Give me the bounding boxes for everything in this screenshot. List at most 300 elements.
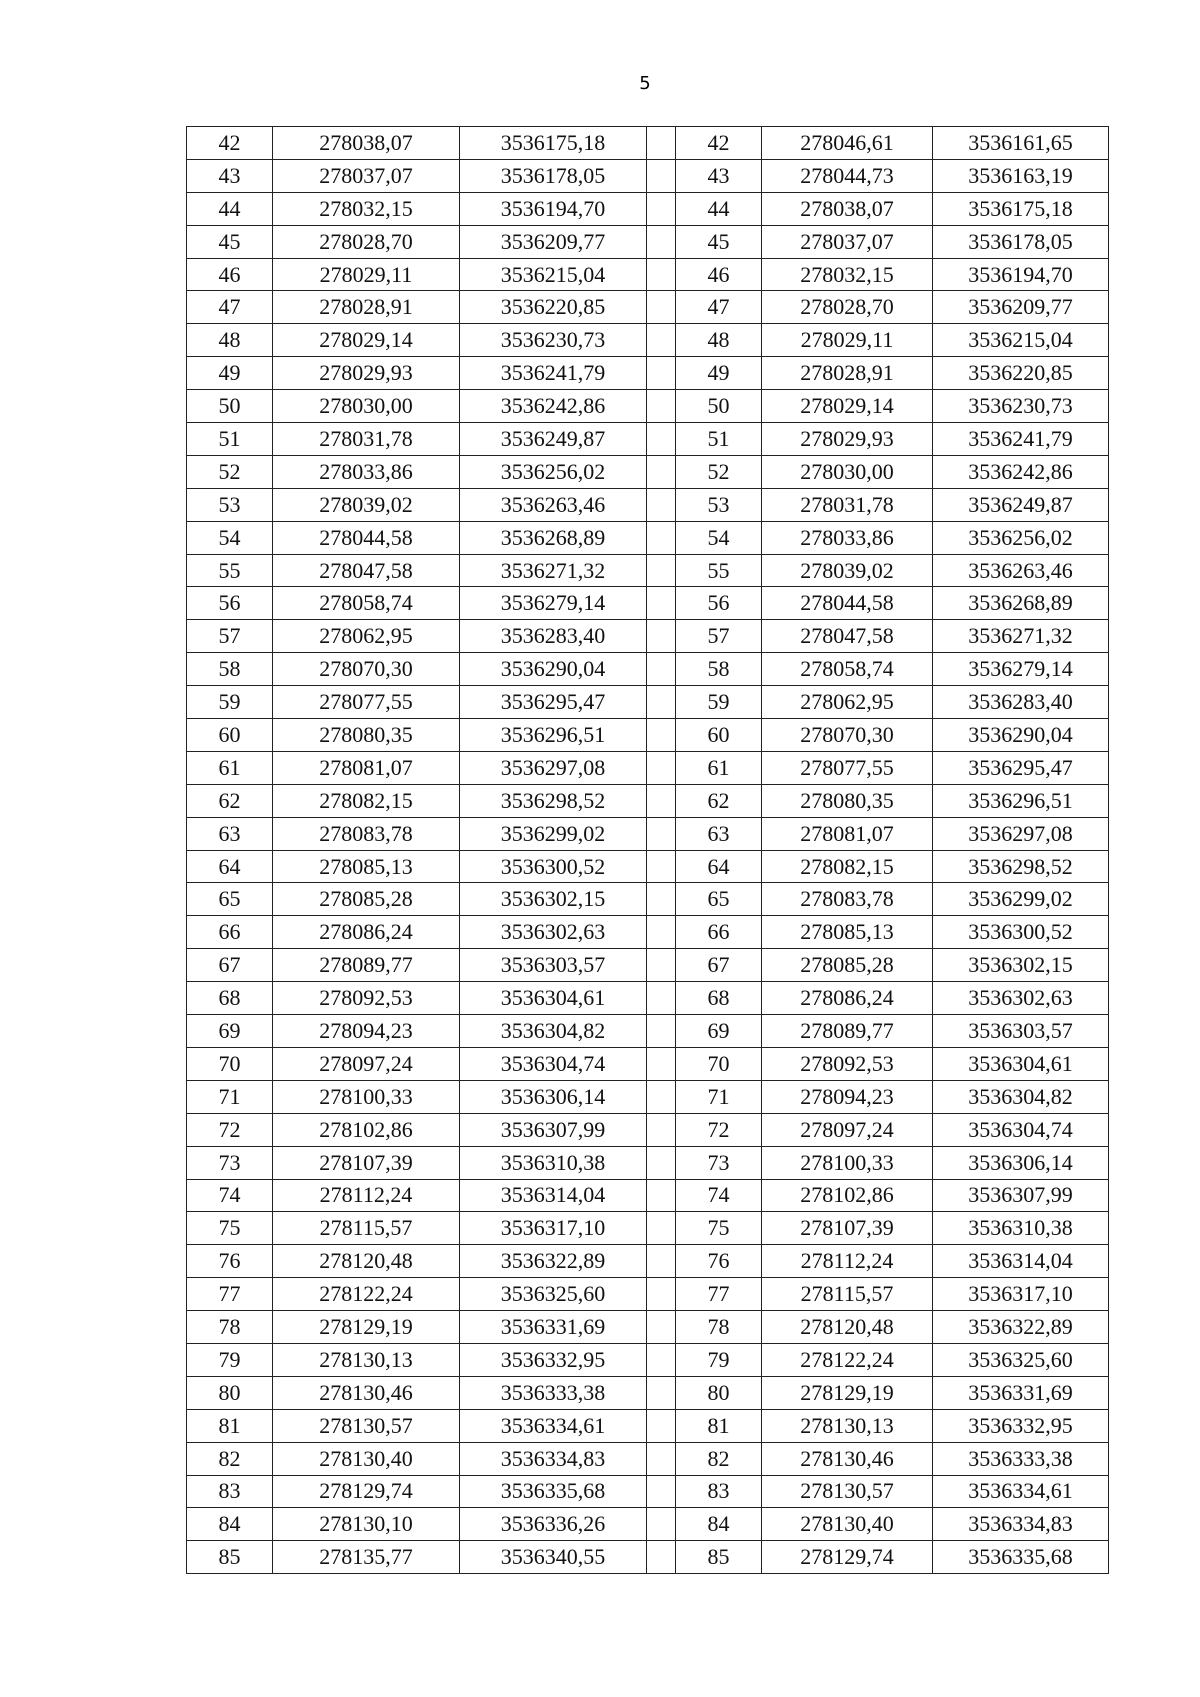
separator-cell (647, 949, 676, 982)
left-point-number-cell: 46 (187, 258, 273, 291)
left-point-number-cell: 68 (187, 982, 273, 1015)
left-x-coordinate-cell: 278085,13 (273, 850, 460, 883)
right-y-coordinate-cell: 3536241,79 (933, 423, 1109, 456)
right-y-coordinate-cell: 3536304,82 (933, 1080, 1109, 1113)
left-x-coordinate-cell: 278115,57 (273, 1212, 460, 1245)
left-point-number-cell: 49 (187, 357, 273, 390)
separator-cell (647, 1278, 676, 1311)
separator-cell (647, 916, 676, 949)
left-point-number-cell: 53 (187, 488, 273, 521)
left-y-coordinate-cell: 3536304,74 (460, 1047, 647, 1080)
table-row (187, 455, 1109, 488)
left-x-coordinate-cell: 278092,53 (273, 982, 460, 1015)
right-point-number-cell: 57 (676, 620, 762, 653)
left-point-number-cell: 82 (187, 1442, 273, 1475)
right-x-coordinate-cell: 278083,78 (762, 883, 933, 916)
right-x-coordinate-cell: 278080,35 (762, 784, 933, 817)
left-x-coordinate-cell: 278130,46 (273, 1376, 460, 1409)
left-y-coordinate-cell: 3536334,61 (460, 1409, 647, 1442)
left-point-number-cell: 61 (187, 751, 273, 784)
right-point-number-cell: 60 (676, 719, 762, 752)
right-point-number-cell: 50 (676, 390, 762, 423)
left-point-number-cell: 66 (187, 916, 273, 949)
left-point-number-cell: 47 (187, 291, 273, 324)
left-y-coordinate-cell: 3536263,46 (460, 488, 647, 521)
coordinates-table (186, 126, 1109, 1574)
right-y-coordinate-cell: 3536310,38 (933, 1212, 1109, 1245)
right-y-coordinate-cell: 3536279,14 (933, 653, 1109, 686)
table-row (187, 1146, 1109, 1179)
separator-cell (647, 554, 676, 587)
left-x-coordinate-cell: 278029,14 (273, 324, 460, 357)
left-y-coordinate-cell: 3536304,82 (460, 1015, 647, 1048)
separator-cell (647, 1311, 676, 1344)
right-point-number-cell: 45 (676, 225, 762, 258)
left-x-coordinate-cell: 278058,74 (273, 587, 460, 620)
left-point-number-cell: 78 (187, 1311, 273, 1344)
left-point-number-cell: 79 (187, 1343, 273, 1376)
left-x-coordinate-cell: 278038,07 (273, 127, 460, 160)
right-y-coordinate-cell: 3536271,32 (933, 620, 1109, 653)
right-x-coordinate-cell: 278120,48 (762, 1311, 933, 1344)
left-y-coordinate-cell: 3536333,38 (460, 1376, 647, 1409)
left-y-coordinate-cell: 3536325,60 (460, 1278, 647, 1311)
left-point-number-cell: 62 (187, 784, 273, 817)
table-row (187, 192, 1109, 225)
left-point-number-cell: 57 (187, 620, 273, 653)
right-x-coordinate-cell: 278097,24 (762, 1113, 933, 1146)
left-x-coordinate-cell: 278028,70 (273, 225, 460, 258)
left-y-coordinate-cell: 3536268,89 (460, 521, 647, 554)
left-x-coordinate-cell: 278130,57 (273, 1409, 460, 1442)
right-x-coordinate-cell: 278086,24 (762, 982, 933, 1015)
right-y-coordinate-cell: 3536334,83 (933, 1508, 1109, 1541)
table-row (187, 817, 1109, 850)
left-point-number-cell: 75 (187, 1212, 273, 1245)
left-x-coordinate-cell: 278107,39 (273, 1146, 460, 1179)
left-x-coordinate-cell: 278028,91 (273, 291, 460, 324)
left-x-coordinate-cell: 278044,58 (273, 521, 460, 554)
right-point-number-cell: 43 (676, 159, 762, 192)
left-y-coordinate-cell: 3536295,47 (460, 686, 647, 719)
left-y-coordinate-cell: 3536215,04 (460, 258, 647, 291)
right-point-number-cell: 56 (676, 587, 762, 620)
right-y-coordinate-cell: 3536331,69 (933, 1376, 1109, 1409)
left-point-number-cell: 60 (187, 719, 273, 752)
right-y-coordinate-cell: 3536303,57 (933, 1015, 1109, 1048)
left-y-coordinate-cell: 3536340,55 (460, 1541, 647, 1574)
left-x-coordinate-cell: 278083,78 (273, 817, 460, 850)
table-row (187, 488, 1109, 521)
left-x-coordinate-cell: 278112,24 (273, 1179, 460, 1212)
left-point-number-cell: 81 (187, 1409, 273, 1442)
right-point-number-cell: 82 (676, 1442, 762, 1475)
right-x-coordinate-cell: 278031,78 (762, 488, 933, 521)
separator-cell (647, 1212, 676, 1245)
left-y-coordinate-cell: 3536241,79 (460, 357, 647, 390)
table-row (187, 1179, 1109, 1212)
right-point-number-cell: 66 (676, 916, 762, 949)
right-x-coordinate-cell: 278029,14 (762, 390, 933, 423)
right-x-coordinate-cell: 278028,91 (762, 357, 933, 390)
left-y-coordinate-cell: 3536209,77 (460, 225, 647, 258)
table-row (187, 620, 1109, 653)
right-x-coordinate-cell: 278044,58 (762, 587, 933, 620)
separator-cell (647, 1475, 676, 1508)
right-y-coordinate-cell: 3536249,87 (933, 488, 1109, 521)
separator-cell (647, 1113, 676, 1146)
left-x-coordinate-cell: 278029,93 (273, 357, 460, 390)
left-y-coordinate-cell: 3536336,26 (460, 1508, 647, 1541)
left-y-coordinate-cell: 3536279,14 (460, 587, 647, 620)
right-y-coordinate-cell: 3536322,89 (933, 1311, 1109, 1344)
table-row (187, 1541, 1109, 1574)
left-y-coordinate-cell: 3536310,38 (460, 1146, 647, 1179)
table-row (187, 1080, 1109, 1113)
left-point-number-cell: 42 (187, 127, 273, 160)
table-row (187, 784, 1109, 817)
left-point-number-cell: 74 (187, 1179, 273, 1212)
right-y-coordinate-cell: 3536295,47 (933, 751, 1109, 784)
right-point-number-cell: 73 (676, 1146, 762, 1179)
separator-cell (647, 357, 676, 390)
left-y-coordinate-cell: 3536290,04 (460, 653, 647, 686)
right-y-coordinate-cell: 3536163,19 (933, 159, 1109, 192)
right-x-coordinate-cell: 278112,24 (762, 1245, 933, 1278)
right-x-coordinate-cell: 278047,58 (762, 620, 933, 653)
right-x-coordinate-cell: 278085,13 (762, 916, 933, 949)
right-point-number-cell: 67 (676, 949, 762, 982)
left-y-coordinate-cell: 3536306,14 (460, 1080, 647, 1113)
right-y-coordinate-cell: 3536332,95 (933, 1409, 1109, 1442)
left-y-coordinate-cell: 3536322,89 (460, 1245, 647, 1278)
separator-cell (647, 455, 676, 488)
left-y-coordinate-cell: 3536314,04 (460, 1179, 647, 1212)
separator-cell (647, 1146, 676, 1179)
right-point-number-cell: 61 (676, 751, 762, 784)
right-point-number-cell: 70 (676, 1047, 762, 1080)
left-y-coordinate-cell: 3536304,61 (460, 982, 647, 1015)
right-y-coordinate-cell: 3536307,99 (933, 1179, 1109, 1212)
table-row (187, 554, 1109, 587)
right-y-coordinate-cell: 3536242,86 (933, 455, 1109, 488)
left-point-number-cell: 76 (187, 1245, 273, 1278)
right-y-coordinate-cell: 3536298,52 (933, 850, 1109, 883)
right-x-coordinate-cell: 278070,30 (762, 719, 933, 752)
page-number: 5 (639, 73, 651, 94)
table-row (187, 1278, 1109, 1311)
separator-cell (647, 751, 676, 784)
right-point-number-cell: 65 (676, 883, 762, 916)
right-point-number-cell: 49 (676, 357, 762, 390)
right-point-number-cell: 53 (676, 488, 762, 521)
left-x-coordinate-cell: 278094,23 (273, 1015, 460, 1048)
table-row (187, 1376, 1109, 1409)
table-row (187, 587, 1109, 620)
table-row (187, 916, 1109, 949)
right-x-coordinate-cell: 278037,07 (762, 225, 933, 258)
table-row (187, 258, 1109, 291)
right-point-number-cell: 81 (676, 1409, 762, 1442)
right-point-number-cell: 59 (676, 686, 762, 719)
separator-cell (647, 225, 676, 258)
table-row (187, 1409, 1109, 1442)
left-point-number-cell: 64 (187, 850, 273, 883)
left-x-coordinate-cell: 278031,78 (273, 423, 460, 456)
table-row (187, 225, 1109, 258)
right-x-coordinate-cell: 278130,57 (762, 1475, 933, 1508)
table-row (187, 1508, 1109, 1541)
right-y-coordinate-cell: 3536220,85 (933, 357, 1109, 390)
right-point-number-cell: 47 (676, 291, 762, 324)
separator-cell (647, 423, 676, 456)
right-x-coordinate-cell: 278089,77 (762, 1015, 933, 1048)
left-point-number-cell: 52 (187, 455, 273, 488)
left-point-number-cell: 70 (187, 1047, 273, 1080)
right-y-coordinate-cell: 3536296,51 (933, 784, 1109, 817)
left-point-number-cell: 65 (187, 883, 273, 916)
table-row (187, 1212, 1109, 1245)
right-y-coordinate-cell: 3536317,10 (933, 1278, 1109, 1311)
left-point-number-cell: 72 (187, 1113, 273, 1146)
right-point-number-cell: 83 (676, 1475, 762, 1508)
separator-cell (647, 390, 676, 423)
left-x-coordinate-cell: 278130,13 (273, 1343, 460, 1376)
table-row (187, 883, 1109, 916)
table-row (187, 751, 1109, 784)
right-y-coordinate-cell: 3536283,40 (933, 686, 1109, 719)
right-x-coordinate-cell: 278092,53 (762, 1047, 933, 1080)
right-point-number-cell: 63 (676, 817, 762, 850)
right-point-number-cell: 44 (676, 192, 762, 225)
separator-cell (647, 850, 676, 883)
right-y-coordinate-cell: 3536175,18 (933, 192, 1109, 225)
table-row (187, 521, 1109, 554)
left-point-number-cell: 43 (187, 159, 273, 192)
right-y-coordinate-cell: 3536325,60 (933, 1343, 1109, 1376)
left-point-number-cell: 58 (187, 653, 273, 686)
table-row (187, 1343, 1109, 1376)
separator-cell (647, 159, 676, 192)
table-row (187, 324, 1109, 357)
left-y-coordinate-cell: 3536335,68 (460, 1475, 647, 1508)
left-point-number-cell: 59 (187, 686, 273, 719)
right-x-coordinate-cell: 278100,33 (762, 1146, 933, 1179)
right-point-number-cell: 69 (676, 1015, 762, 1048)
table-row (187, 159, 1109, 192)
left-y-coordinate-cell: 3536302,15 (460, 883, 647, 916)
right-y-coordinate-cell: 3536300,52 (933, 916, 1109, 949)
right-x-coordinate-cell: 278033,86 (762, 521, 933, 554)
left-point-number-cell: 51 (187, 423, 273, 456)
right-x-coordinate-cell: 278030,00 (762, 455, 933, 488)
right-point-number-cell: 52 (676, 455, 762, 488)
separator-cell (647, 620, 676, 653)
right-y-coordinate-cell: 3536302,15 (933, 949, 1109, 982)
right-y-coordinate-cell: 3536194,70 (933, 258, 1109, 291)
left-x-coordinate-cell: 278089,77 (273, 949, 460, 982)
table-row (187, 1245, 1109, 1278)
right-x-coordinate-cell: 278032,15 (762, 258, 933, 291)
table-row (187, 127, 1109, 160)
left-y-coordinate-cell: 3536175,18 (460, 127, 647, 160)
left-x-coordinate-cell: 278077,55 (273, 686, 460, 719)
table-row (187, 653, 1109, 686)
right-y-coordinate-cell: 3536333,38 (933, 1442, 1109, 1475)
left-point-number-cell: 44 (187, 192, 273, 225)
table-row (187, 1311, 1109, 1344)
right-x-coordinate-cell: 278122,24 (762, 1343, 933, 1376)
left-point-number-cell: 73 (187, 1146, 273, 1179)
left-y-coordinate-cell: 3536194,70 (460, 192, 647, 225)
right-x-coordinate-cell: 278028,70 (762, 291, 933, 324)
right-y-coordinate-cell: 3536297,08 (933, 817, 1109, 850)
right-x-coordinate-cell: 278082,15 (762, 850, 933, 883)
left-x-coordinate-cell: 278130,40 (273, 1442, 460, 1475)
separator-cell (647, 1245, 676, 1278)
right-y-coordinate-cell: 3536178,05 (933, 225, 1109, 258)
table-row (187, 291, 1109, 324)
left-x-coordinate-cell: 278085,28 (273, 883, 460, 916)
left-y-coordinate-cell: 3536300,52 (460, 850, 647, 883)
right-y-coordinate-cell: 3536304,74 (933, 1113, 1109, 1146)
right-x-coordinate-cell: 278130,46 (762, 1442, 933, 1475)
left-point-number-cell: 56 (187, 587, 273, 620)
separator-cell (647, 1015, 676, 1048)
right-x-coordinate-cell: 278077,55 (762, 751, 933, 784)
left-point-number-cell: 48 (187, 324, 273, 357)
left-point-number-cell: 54 (187, 521, 273, 554)
separator-cell (647, 653, 676, 686)
left-y-coordinate-cell: 3536296,51 (460, 719, 647, 752)
left-x-coordinate-cell: 278037,07 (273, 159, 460, 192)
right-x-coordinate-cell: 278129,19 (762, 1376, 933, 1409)
right-y-coordinate-cell: 3536209,77 (933, 291, 1109, 324)
right-x-coordinate-cell: 278129,74 (762, 1541, 933, 1574)
separator-cell (647, 719, 676, 752)
right-x-coordinate-cell: 278062,95 (762, 686, 933, 719)
left-point-number-cell: 80 (187, 1376, 273, 1409)
right-point-number-cell: 64 (676, 850, 762, 883)
separator-cell (647, 1179, 676, 1212)
left-y-coordinate-cell: 3536331,69 (460, 1311, 647, 1344)
left-y-coordinate-cell: 3536220,85 (460, 291, 647, 324)
left-point-number-cell: 83 (187, 1475, 273, 1508)
right-x-coordinate-cell: 278085,28 (762, 949, 933, 982)
left-x-coordinate-cell: 278102,86 (273, 1113, 460, 1146)
left-x-coordinate-cell: 278033,86 (273, 455, 460, 488)
separator-cell (647, 521, 676, 554)
right-y-coordinate-cell: 3536230,73 (933, 390, 1109, 423)
left-x-coordinate-cell: 278129,74 (273, 1475, 460, 1508)
right-point-number-cell: 68 (676, 982, 762, 1015)
right-point-number-cell: 62 (676, 784, 762, 817)
table-row (187, 719, 1109, 752)
right-point-number-cell: 78 (676, 1311, 762, 1344)
right-x-coordinate-cell: 278044,73 (762, 159, 933, 192)
left-x-coordinate-cell: 278039,02 (273, 488, 460, 521)
right-x-coordinate-cell: 278029,11 (762, 324, 933, 357)
right-point-number-cell: 85 (676, 1541, 762, 1574)
right-y-coordinate-cell: 3536299,02 (933, 883, 1109, 916)
separator-cell (647, 784, 676, 817)
table-row (187, 1475, 1109, 1508)
left-y-coordinate-cell: 3536299,02 (460, 817, 647, 850)
left-point-number-cell: 45 (187, 225, 273, 258)
separator-cell (647, 1541, 676, 1574)
left-x-coordinate-cell: 278030,00 (273, 390, 460, 423)
table-row (187, 423, 1109, 456)
left-point-number-cell: 84 (187, 1508, 273, 1541)
left-y-coordinate-cell: 3536302,63 (460, 916, 647, 949)
left-y-coordinate-cell: 3536249,87 (460, 423, 647, 456)
separator-cell (647, 982, 676, 1015)
separator-cell (647, 883, 676, 916)
separator-cell (647, 1376, 676, 1409)
table-row (187, 949, 1109, 982)
right-point-number-cell: 54 (676, 521, 762, 554)
separator-cell (647, 1343, 676, 1376)
left-x-coordinate-cell: 278100,33 (273, 1080, 460, 1113)
separator-cell (647, 1442, 676, 1475)
right-x-coordinate-cell: 278102,86 (762, 1179, 933, 1212)
right-y-coordinate-cell: 3536215,04 (933, 324, 1109, 357)
left-x-coordinate-cell: 278070,30 (273, 653, 460, 686)
table-row (187, 982, 1109, 1015)
left-y-coordinate-cell: 3536317,10 (460, 1212, 647, 1245)
separator-cell (647, 488, 676, 521)
table-row (187, 1113, 1109, 1146)
right-x-coordinate-cell: 278130,40 (762, 1508, 933, 1541)
table-row (187, 850, 1109, 883)
left-point-number-cell: 69 (187, 1015, 273, 1048)
separator-cell (647, 1508, 676, 1541)
right-y-coordinate-cell: 3536256,02 (933, 521, 1109, 554)
right-x-coordinate-cell: 278046,61 (762, 127, 933, 160)
left-x-coordinate-cell: 278129,19 (273, 1311, 460, 1344)
separator-cell (647, 817, 676, 850)
left-point-number-cell: 55 (187, 554, 273, 587)
right-y-coordinate-cell: 3536306,14 (933, 1146, 1109, 1179)
left-x-coordinate-cell: 278047,58 (273, 554, 460, 587)
left-point-number-cell: 67 (187, 949, 273, 982)
table-row (187, 1442, 1109, 1475)
left-x-coordinate-cell: 278097,24 (273, 1047, 460, 1080)
right-point-number-cell: 76 (676, 1245, 762, 1278)
right-x-coordinate-cell: 278107,39 (762, 1212, 933, 1245)
right-point-number-cell: 72 (676, 1113, 762, 1146)
right-y-coordinate-cell: 3536335,68 (933, 1541, 1109, 1574)
right-point-number-cell: 75 (676, 1212, 762, 1245)
left-y-coordinate-cell: 3536298,52 (460, 784, 647, 817)
right-point-number-cell: 48 (676, 324, 762, 357)
right-point-number-cell: 58 (676, 653, 762, 686)
right-y-coordinate-cell: 3536268,89 (933, 587, 1109, 620)
right-y-coordinate-cell: 3536302,63 (933, 982, 1109, 1015)
right-y-coordinate-cell: 3536161,65 (933, 127, 1109, 160)
left-x-coordinate-cell: 278081,07 (273, 751, 460, 784)
right-x-coordinate-cell: 278039,02 (762, 554, 933, 587)
coordinates-table-body (187, 127, 1109, 1574)
right-x-coordinate-cell: 278038,07 (762, 192, 933, 225)
left-y-coordinate-cell: 3536334,83 (460, 1442, 647, 1475)
right-point-number-cell: 77 (676, 1278, 762, 1311)
separator-cell (647, 1409, 676, 1442)
table-row (187, 390, 1109, 423)
right-y-coordinate-cell: 3536290,04 (933, 719, 1109, 752)
left-x-coordinate-cell: 278122,24 (273, 1278, 460, 1311)
left-point-number-cell: 63 (187, 817, 273, 850)
